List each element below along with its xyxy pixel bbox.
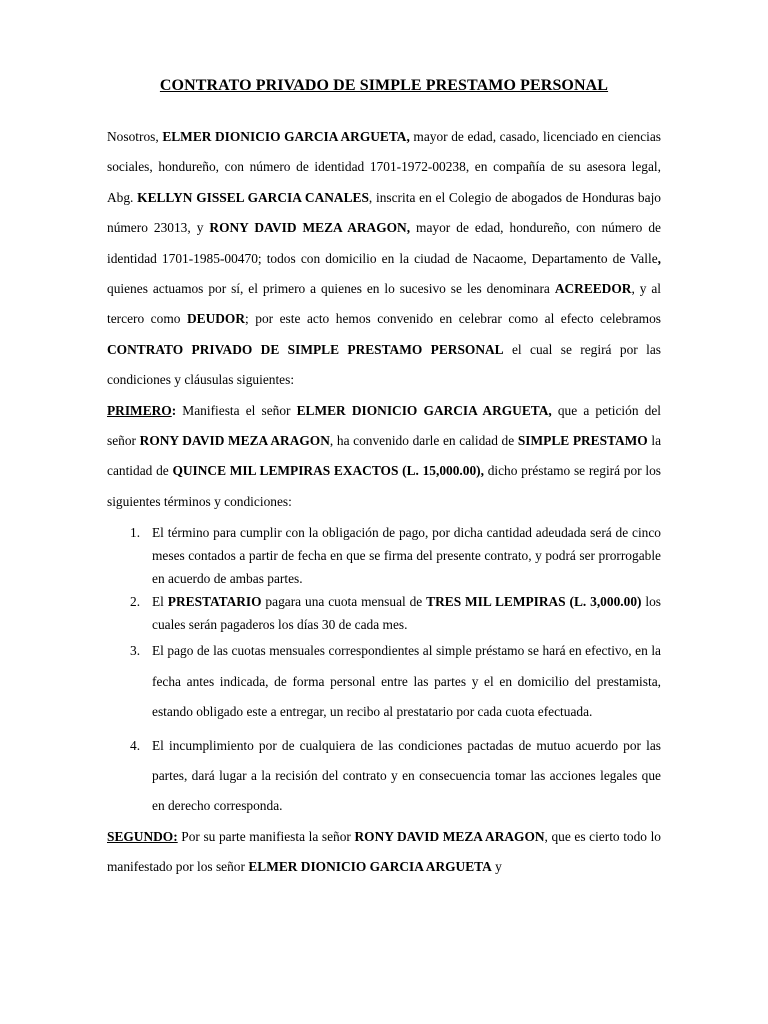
clause-text: y: [491, 859, 502, 875]
lawyer-name: KELLYN GISSEL GARCIA CANALES: [137, 189, 369, 205]
deudor-term: DEUDOR: [186, 311, 245, 327]
prestatario-term: PRESTATARIO: [167, 594, 262, 610]
intro-text: quienes actuamos por sí, el primero a quienes en lo sucesivo se les denominara: [107, 281, 555, 297]
clause-text: que a petición del señor: [107, 402, 662, 449]
creditor-name: ELMER DIONICIO GARCIA ARGUETA: [248, 859, 492, 875]
debtor-name: RONY DAVID MEZA ARAGON,: [209, 220, 411, 236]
intro-text: , y al tercero como: [107, 281, 662, 327]
list-item-text: El pago de las cuotas mensuales correspondientes al simple préstamo se hará en efectivo, en la fecha antes indicada, de forma personal entre las partes y el en domicilio del prestamista, estando obligado este a entregar, un recibo al prestatario por cada cuota efectuada.: [152, 643, 661, 720]
clause-text: Por su parte manifiesta la señor: [177, 828, 355, 844]
list-number: 4.: [130, 737, 141, 753]
list-item: [130, 521, 661, 590]
monthly-amount: TRES MIL LEMPIRAS (L. 3,000.00): [426, 594, 642, 610]
clause-text: , que es cierto todo lo manifestado por los señor: [107, 828, 662, 875]
intro-text: mayor de edad, hondureño, con número de identidad 1701-1985-00470; todos con domicilio en la ciudad de Nacaome, Departamento de Valle: [107, 220, 661, 266]
debtor-name: RONY DAVID MEZA ARAGON: [354, 828, 545, 844]
clause-text: dicho préstamo se regirá por los siguientes términos y condiciones:: [107, 463, 661, 509]
document-body: [107, 122, 661, 883]
clause-heading: SEGUNDO:: [107, 828, 178, 844]
list-item: [130, 590, 661, 636]
clause-heading: PRIMERO: [107, 402, 172, 418]
list-number: 3.: [130, 643, 141, 659]
list-item: [130, 731, 661, 822]
intro-text: Nosotros,: [107, 129, 163, 144]
loan-type: SIMPLE PRESTAMO: [517, 433, 648, 449]
list-item: [130, 636, 661, 727]
list-item-text: pagara una cuota mensual de: [261, 594, 427, 610]
creditor-name: ELMER DIONICIO GARCIA ARGUETA,: [162, 129, 410, 144]
clause-segundo: [107, 822, 661, 883]
list-item-text: El término para cumplir con la obligación de pago, por dicha cantidad adeudada será de cinco meses contados a partir de fecha en que se firma del presente contrato, y podrá ser prorrogable en acuerdo de ambas partes.: [152, 525, 661, 587]
intro-comma: ,: [657, 250, 661, 266]
intro-text: , inscrita en el Colegio de abogados de Honduras bajo número 23013, y: [107, 189, 661, 236]
clause-heading-colon: :: [171, 402, 177, 418]
document-title: CONTRATO PRIVADO DE SIMPLE PRESTAMO PERSONAL: [159, 77, 609, 94]
intro-text: mayor de edad, casado, licenciado en ciencias sociales, hondureño, con número de identidad 1701-1972-00238, en compañía de su asesora legal, Abg.: [107, 129, 662, 205]
debtor-name: RONY DAVID MEZA ARAGON: [139, 433, 330, 449]
clause-primero: [107, 396, 661, 518]
list-number: 1.: [130, 525, 141, 541]
intro-paragraph: [107, 122, 661, 396]
list-item-text: los cuales serán pagaderos los días 30 de cada mes.: [152, 594, 661, 633]
terms-list: [107, 521, 661, 821]
contract-name: CONTRATO PRIVADO DE SIMPLE PRESTAMO PERSONAL: [107, 341, 504, 357]
clause-text: , ha convenido darle en calidad de: [329, 433, 518, 449]
loan-amount: QUINCE MIL LEMPIRAS EXACTOS (L. 15,000.00),: [172, 463, 484, 479]
clause-text: Manifiesta el señor: [176, 402, 297, 418]
clause-text: la cantidad de: [107, 433, 662, 479]
intro-text: el cual se regirá por las condiciones y cláusulas siguientes:: [107, 341, 661, 388]
list-item-text: El: [152, 594, 168, 610]
creditor-name: ELMER DIONICIO GARCIA ARGUETA,: [296, 402, 552, 418]
list-number: 2.: [130, 594, 141, 610]
intro-text: ; por este acto hemos convenido en celebrar como al efecto celebramos: [245, 311, 662, 327]
list-item-text: El incumplimiento por de cualquiera de las condiciones pactadas de mutuo acuerdo por las partes, dará lugar a la recisión del contrato y en consecuencia tomar las acciones legales que en derecho corresponda.: [152, 737, 661, 814]
acreedor-term: ACREEDOR: [554, 281, 632, 297]
